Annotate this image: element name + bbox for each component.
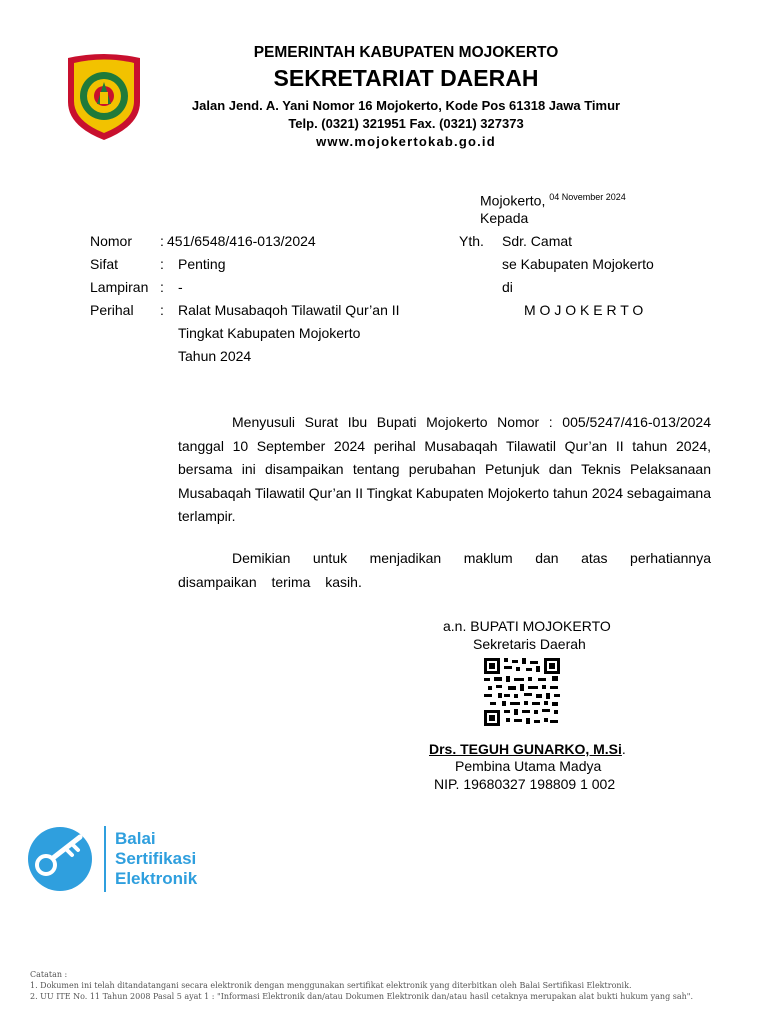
letterhead-address: Jalan Jend. A. Yani Nomor 16 Mojokerto, Kode Pos 61318 Jawa Timur	[191, 98, 621, 113]
lampiran-colon: :	[160, 279, 164, 295]
sifat-label: Sifat	[90, 256, 119, 272]
qr-code-signature	[484, 658, 560, 726]
letterhead-office: SEKRETARIAT DAERAH	[273, 65, 539, 91]
perihal-line-2: Tingkat Kabupaten Mojokerto	[178, 325, 361, 341]
kepada-label: Kepada	[480, 210, 529, 226]
letterhead-government: PEMERINTAH KABUPATEN MOJOKERTO	[253, 44, 559, 61]
addressee-line-2: se Kabupaten Mojokerto	[502, 256, 654, 272]
place-date	[480, 189, 626, 210]
signatory-name-dot: .	[621, 741, 626, 757]
lampiran-label: Lampiran	[90, 279, 149, 295]
addressee-city: M O J O K E R T O	[524, 302, 644, 318]
bse-line-1: Balai	[115, 829, 156, 848]
body-paragraph-2-wrap	[178, 547, 711, 594]
nomor-value: 451/6548/416-013/2024	[167, 233, 316, 249]
footer-note-1: 1. Dokumen ini telah ditandatangani secara elektronik dengan menggunakan sertifikat elektronik yang diterbitkan oleh Balai Sertifikasi Elektronik.	[30, 981, 632, 990]
footer-note-2: 2. UU ITE No. 11 Tahun 2008 Pasal 5 ayat 1 : "Informasi Elektronik dan/atau Dokumen Elektronik dan/atau hasil cetaknya merupakan alat bukti hukum yang sah".	[30, 992, 693, 1001]
body-paragraph-1-wrap	[178, 411, 711, 529]
perihal-colon: :	[160, 302, 164, 318]
signatory-rank: Pembina Utama Madya	[455, 758, 602, 774]
signature-on-behalf: a.n. BUPATI MOJOKERTO	[443, 618, 611, 634]
bse-line-3: Elektronik	[115, 869, 198, 888]
bse-divider	[104, 826, 106, 892]
nomor-colon: :	[160, 233, 164, 249]
letter-date: 04 November 2024	[549, 192, 626, 202]
body-paragraph-1: Menyusuli Surat Ibu Bupati Mojokerto Nomor : 005/5247/416-013/2024 tanggal 10 September 2024 perihal Musabaqah Tilawatil Qur’an II tahun 2024, bersama ini disampaikan tentang perubahan Petunjuk dan Teknis Pelaksanaan Musabaqah Tilawatil Qur’an II Tingkat Kabupaten Mojokerto tahun 2024 sebagaimana terlampir.	[178, 414, 711, 524]
bse-logo-text	[115, 829, 197, 889]
perihal-line-3: Tahun 2024	[178, 348, 252, 364]
bse-line-2: Sertifikasi	[115, 849, 197, 868]
yth-label: Yth.	[459, 233, 484, 249]
letterhead-website: www.mojokertokab.go.id	[316, 134, 496, 149]
signature-position: Sekretaris Daerah	[473, 636, 586, 652]
perihal-label: Perihal	[90, 302, 134, 318]
body-paragraph-2: Demikian untuk menjadikan maklum dan atas perhatiannya disampaikan terima kasih.	[178, 550, 711, 590]
signatory-name: Drs. TEGUH GUNARKO, M.Si	[429, 741, 622, 757]
footer-notes	[30, 969, 693, 1002]
addressee-line-1: Sdr. Camat	[502, 233, 573, 249]
sifat-colon: :	[160, 256, 164, 272]
sifat-value: Penting	[178, 256, 226, 272]
addressee-line-3: di	[502, 279, 513, 295]
key-icon	[22, 825, 98, 893]
place: Mojokerto,	[480, 192, 546, 209]
footer-title: Catatan :	[30, 970, 68, 979]
lampiran-value: -	[178, 279, 183, 295]
signatory-nip: NIP. 19680327 198809 1 002	[434, 776, 616, 792]
letterhead-phone: Telp. (0321) 321951 Fax. (0321) 327373	[288, 116, 524, 131]
perihal-line-1: Ralat Musabaqoh Tilawatil Qur’an II	[178, 302, 400, 318]
signatory	[429, 741, 626, 758]
nomor-label: Nomor	[90, 233, 133, 249]
